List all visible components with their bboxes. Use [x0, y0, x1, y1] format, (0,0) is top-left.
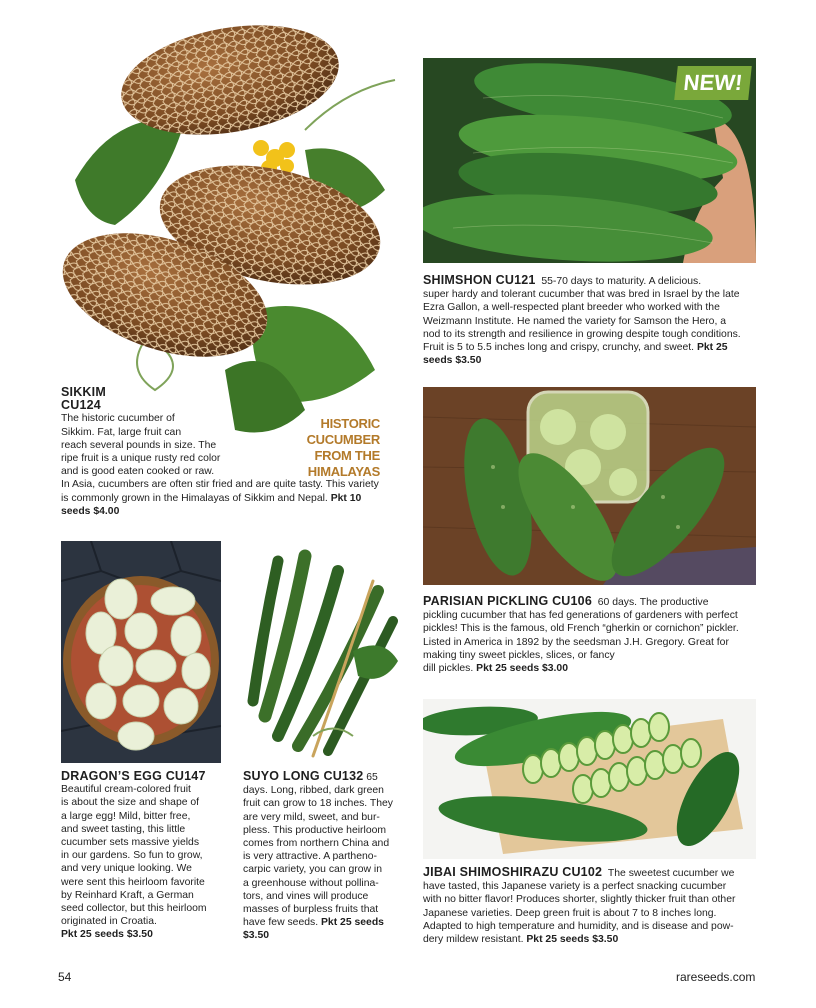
dragons-egg-desc-line: were sent this heirloom favorite	[61, 876, 205, 888]
shimshon-price: Pkt 25	[696, 342, 728, 354]
parisian-desc-first: 60 days. The productive	[597, 597, 709, 608]
shimshon-desc-line-price	[423, 341, 758, 354]
page-number: 54	[58, 970, 72, 984]
suyo-long-desc-line: tors, and vines will produce	[243, 890, 369, 902]
shimshon-desc-first: 55-70 days to maturity. A delicious.	[541, 276, 702, 287]
dragons-egg-name: DRAGON’S EGG CU147	[61, 769, 206, 783]
sikkim-price: Pkt 10	[330, 492, 362, 504]
shimshon-text	[423, 274, 758, 367]
suyo-long-price-tail: $3.50	[243, 930, 270, 942]
suyo-long-desc-line: a greenhouse without pollina-	[243, 877, 379, 889]
sikkim-name: SIKKIM	[61, 385, 106, 399]
shimshon-desc-line: Fruit is 5 to 5.5 inches long and crispy, crunchy, and sweet.	[423, 342, 695, 354]
jibai-desc-line: Japanese varieties. Deep green fruit is about 7 to 8 inches long.	[423, 907, 717, 919]
dragons-egg-text	[61, 770, 236, 942]
suyo-long-desc-line: days. Long, ribbed, dark green	[243, 785, 384, 797]
suyo-long-desc-line: carpic variety, you can grow in	[243, 864, 382, 876]
suyo-long-price: Pkt 25 seeds	[320, 917, 384, 929]
jibai-desc-line: have tasted, this Japanese variety is a perfect snacking cucumber	[423, 881, 727, 893]
new-badge: NEW!	[674, 66, 752, 100]
jibai-first-line	[423, 866, 763, 880]
dragons-egg-desc-line: and very unique looking. We	[61, 863, 192, 875]
sikkim-desc-line: is commonly grown in the Himalayas of Sikkim and Nepal.	[61, 492, 328, 504]
sikkim-desc-line: and is good eaten cooked or raw.	[61, 466, 215, 478]
suyo-long-desc-line: masses of burpless fruits that	[243, 904, 379, 916]
shimshon-desc-line: nod to its strength and resilience in growing despite tough conditions.	[423, 328, 741, 340]
parisian-desc-line: Listed in America in 1892 by the seedsman J.H. Gregory. Great for	[423, 636, 729, 648]
jibai-desc-first: The sweetest cucumber we	[607, 868, 735, 879]
suyo-long-text	[243, 770, 408, 943]
jibai-name: JIBAI SHIMOSHIRAZU CU102	[423, 865, 603, 879]
shimshon-desc-line: super hardy and tolerant cucumber that was bred in Israel by the late	[423, 289, 740, 301]
suyo-long-first-line	[243, 770, 408, 784]
parisian-desc-line: dill pickles.	[423, 663, 474, 675]
jibai-desc-line: Adapted to high temperature and humidity, and is disease and pow-	[423, 920, 734, 932]
suyo-long-desc-first: 65	[366, 772, 378, 783]
jibai-desc-line: dery mildew resistant.	[423, 934, 524, 946]
suyo-long-desc-line: have few seeds.	[243, 917, 319, 929]
jibai-price: Pkt 25 seeds $3.50	[526, 934, 619, 946]
suyo-long-desc-line: are very mild, sweet, and bur-	[243, 811, 380, 823]
shimshon-first-line	[423, 274, 758, 288]
shimshon-name: SHIMSHON CU121	[423, 273, 536, 287]
shimshon-desc-line: Weizmann Institute. He named the variety for Samson the Hero, a	[423, 315, 727, 327]
dragons-egg-desc-line: in our gardens. So fun to grow,	[61, 850, 203, 862]
parisian-photo	[423, 387, 756, 585]
dragons-egg-illustration	[61, 541, 221, 763]
jibai-desc-line-price	[423, 933, 763, 946]
dragons-egg-desc-line: cucumber sets massive yields	[61, 837, 200, 849]
parisian-name: PARISIAN PICKLING CU106	[423, 594, 592, 608]
dragons-egg-desc-line: originated in Croatia.	[61, 916, 157, 928]
suyo-long-desc-line: is very attractive. A partheno-	[243, 851, 377, 863]
sikkim-desc-line: In Asia, cucumbers are often stir fried and are quite tasty. This variety	[61, 479, 379, 491]
dragons-egg-price: Pkt 25 seeds $3.50	[61, 929, 153, 941]
jibai-illustration	[423, 699, 756, 859]
sikkim-desc-line-price	[61, 492, 406, 505]
sikkim-desc-line: reach several pounds in size. The	[61, 439, 217, 451]
dragons-egg-desc-line: seed collector, but this heirloom	[61, 903, 207, 915]
jibai-photo	[423, 699, 756, 859]
shimshon-desc-line: Ezra Gallon, a well-respected plant breeder who worked with the	[423, 302, 720, 314]
sikkim-text	[61, 386, 406, 518]
sikkim-desc-line: ripe fruit is a unique rusty red color	[61, 453, 221, 465]
parisian-desc-line: pickling cucumber that has fed generations of gardeners with perfect	[423, 610, 738, 622]
sikkim-desc-line: The historic cucumber of	[61, 413, 175, 425]
dragons-egg-photo	[61, 541, 221, 763]
dragons-egg-desc-line: and sweet tasting, this little	[61, 823, 186, 835]
jibai-desc-line: with no bitter flavor! Produces shorter, slightly thicker fruit than other	[423, 894, 736, 906]
suyo-long-desc-line-price	[243, 916, 408, 929]
suyo-long-desc-line: fruit can grow to 18 inches. They	[243, 798, 393, 810]
dragons-egg-desc-line: Beautiful cream-colored fruit	[61, 784, 191, 796]
suyo-long-photo	[243, 541, 401, 763]
sikkim-price-tail: seeds $4.00	[61, 505, 120, 517]
sikkim-desc-line: Sikkim. Fat, large fruit can	[61, 426, 182, 438]
parisian-cucumber-illustration	[423, 387, 756, 585]
dragons-egg-desc-line: is about the size and shape of	[61, 797, 200, 809]
dragons-egg-desc-line: a large egg! Mild, bitter free,	[61, 810, 191, 822]
jibai-text	[423, 866, 763, 946]
parisian-first-line	[423, 595, 763, 609]
suyo-long-illustration	[243, 541, 401, 763]
parisian-desc-line-price	[423, 662, 763, 675]
shimshon-price-tail: seeds $3.50	[423, 355, 482, 367]
suyo-long-name: SUYO LONG CU132	[243, 769, 364, 783]
dragons-egg-desc-line: by Reinhard Kraft, a German	[61, 889, 194, 901]
sikkim-code: CU124	[61, 398, 101, 413]
suyo-long-desc-line: comes from northern China and	[243, 838, 390, 850]
parisian-price: Pkt 25 seeds $3.00	[476, 663, 568, 675]
website-link[interactable]: rareseeds.com	[676, 970, 756, 984]
parisian-desc-line: pickles! This is the famous, old French “gherkin or cornichon” pickler.	[423, 623, 739, 635]
parisian-desc-line: making tiny sweet pickles, slices, or fancy	[423, 649, 615, 661]
suyo-long-desc-line: pless. This productive heirloom	[243, 824, 387, 836]
parisian-text	[423, 595, 763, 675]
sikkim-callout: HISTORIC CUCUMBER FROM THE HIMALAYAS	[306, 416, 380, 479]
